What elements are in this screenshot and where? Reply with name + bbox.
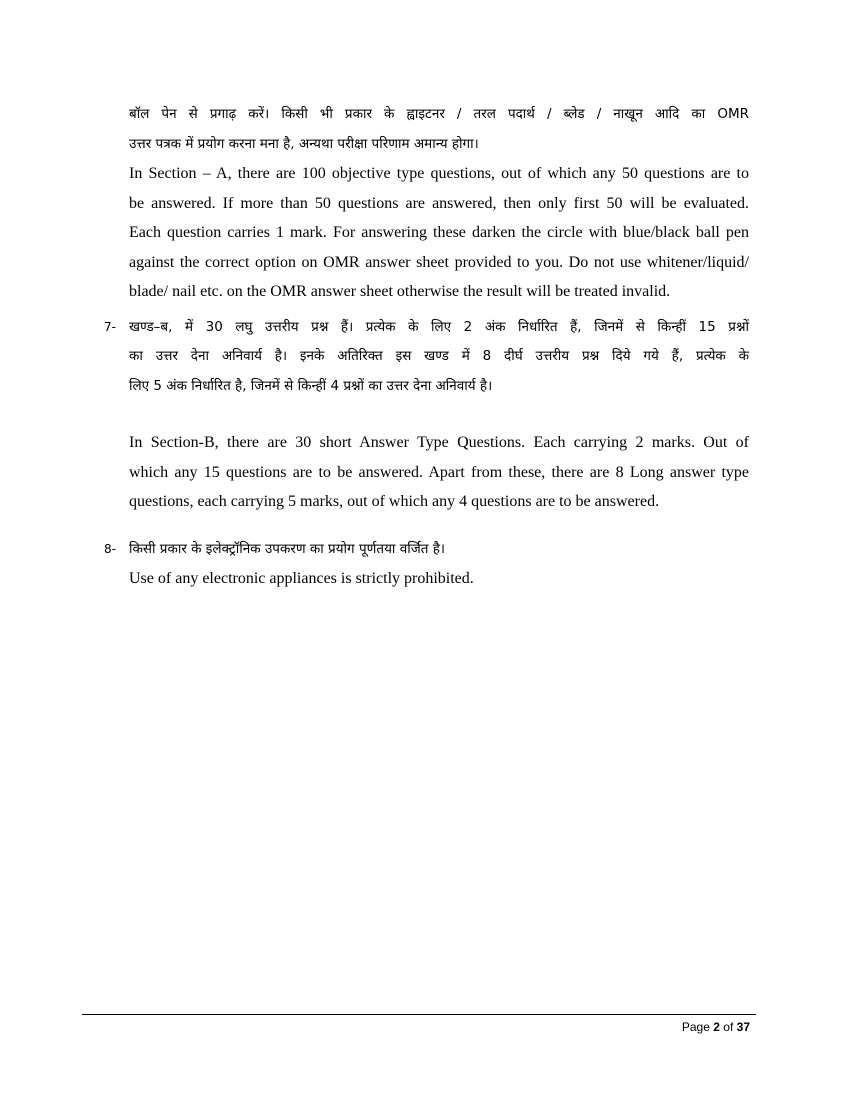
intro-english-line-3: Each question carries 1 mark. For answering these darken the circle with blue/black ball pen xyxy=(129,224,749,241)
intro-english-line-4: against the correct option on OMR answer sheet provided to you. Do not use whitener/liquid/ xyxy=(129,253,749,271)
footer-divider xyxy=(82,1014,756,1015)
item-7-hindi-line-1: खण्ड–ब, में 30 लघु उत्तरीय प्रश्न हैं। प्रत्येक के लिए 2 अंक निर्धारित हैं, जिनमें से किन्हीं 15 प्रश्नों xyxy=(129,318,749,335)
intro-hindi-line-2: उत्तर पत्रक में प्रयोग करना मना है, अन्यथा परीक्षा परिणाम अमान्य होगा। xyxy=(129,135,479,152)
item-7-english-line-2: which any 15 questions are to be answered. Apart from these, there are 8 Long answer type xyxy=(129,463,749,481)
item-7-hindi-line-3: लिए 5 अंक निर्धारित है, जिनमें से किन्हीं 4 प्रश्नों का उत्तर देना अनिवार्य है। xyxy=(129,377,493,394)
intro-english-line-1: In Section – A, there are 100 objective type questions, out of which any 50 questions are to xyxy=(129,165,749,182)
instruction-item-8 xyxy=(104,535,749,594)
item-7-hindi-line-2: का उत्तर देना अनिवार्य है। इनके अतिरिक्त इस खण्ड में 8 दीर्घ उत्तरीय प्रश्न दिये गये हैं, प्रत्येक के xyxy=(129,348,749,364)
page-label: Page xyxy=(681,1020,710,1034)
item-8-number: 8- xyxy=(104,541,116,556)
intro-hindi-line-1: बॉल पेन से प्रगाढ़ करें। किसी भी प्रकार के ह्वाइटनर / तरल पदार्थ / ब्लेड / नाखून आदि का OMR xyxy=(129,106,749,122)
instruction-item-7 xyxy=(104,313,749,517)
intro-english-line-5: blade/ nail etc. on the OMR answer sheet otherwise the result will be treated invalid. xyxy=(129,283,671,300)
total-page-count: 37 xyxy=(736,1020,750,1034)
item-8-hindi-text: किसी प्रकार के इलेक्ट्रॉनिक उपकरण का प्रयोग पूर्णतया वर्जित है। xyxy=(129,540,445,557)
instructions-content xyxy=(104,100,749,594)
item-7-number: 7- xyxy=(104,319,116,334)
of-label: of xyxy=(723,1020,734,1034)
item-7-english-line-3: questions, each carrying 5 marks, out of which any 4 questions are to be answered. xyxy=(129,493,660,510)
item-7-english-line-1: In Section-B, there are 30 short Answer Type Questions. Each carrying 2 marks. Out of xyxy=(129,434,749,451)
current-page-number: 2 xyxy=(713,1020,720,1034)
item-8-english-text: Use of any electronic appliances is strictly prohibited. xyxy=(129,570,474,587)
page-number-footer xyxy=(682,1020,750,1034)
intro-english-line-2: be answered. If more than 50 questions are answered, then only first 50 will be evaluated. xyxy=(129,194,749,212)
